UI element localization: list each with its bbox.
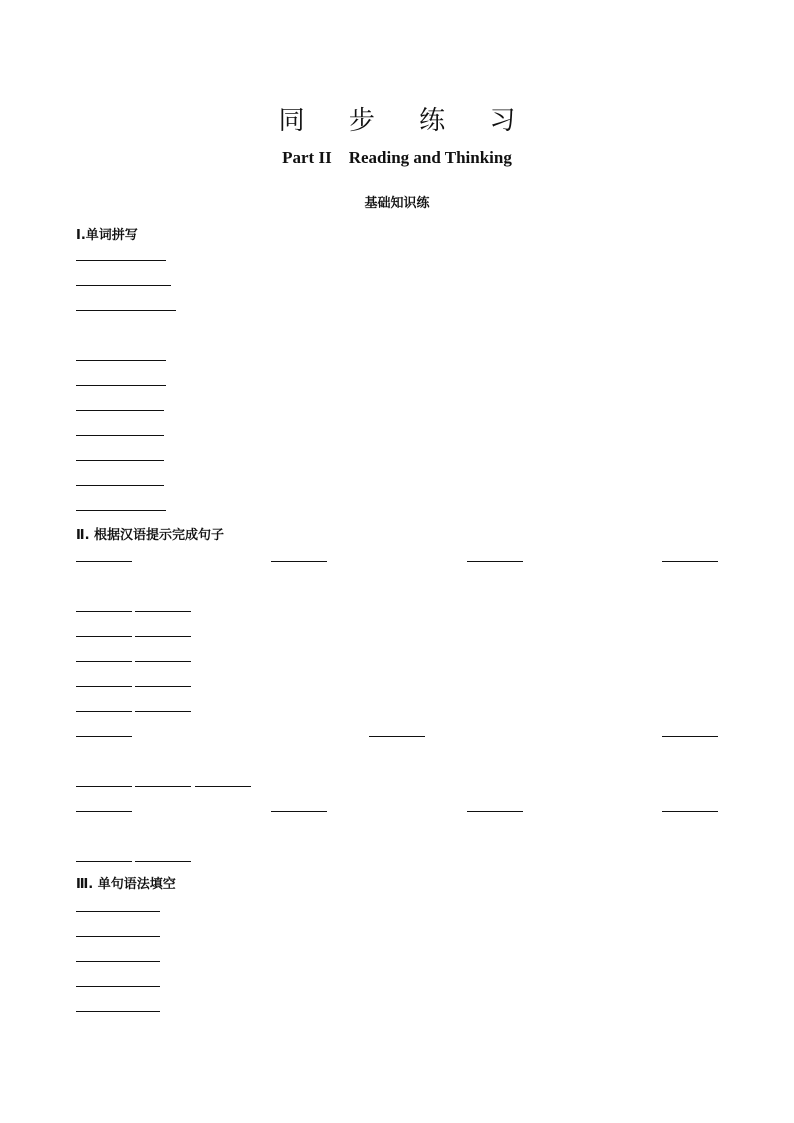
answer-blank[interactable] xyxy=(76,924,160,937)
question-line xyxy=(76,449,718,465)
answer-blank[interactable] xyxy=(76,674,132,687)
question-line xyxy=(76,799,718,816)
question-line xyxy=(76,724,718,741)
answer-blank[interactable] xyxy=(271,549,327,562)
answer-blank[interactable] xyxy=(76,285,171,286)
answer-blank[interactable] xyxy=(662,549,718,562)
answer-blank[interactable] xyxy=(467,799,523,812)
answer-blank[interactable] xyxy=(76,385,166,386)
answer-blank[interactable] xyxy=(135,774,191,787)
question-line xyxy=(76,649,718,666)
answer-blank[interactable] xyxy=(76,699,132,712)
question-line xyxy=(76,374,718,390)
answer-blank[interactable] xyxy=(369,724,425,737)
answer-blank[interactable] xyxy=(135,599,191,612)
answer-blank[interactable] xyxy=(76,649,132,662)
question-line xyxy=(76,624,718,641)
answer-blank[interactable] xyxy=(662,799,718,812)
answer-blank[interactable] xyxy=(76,460,164,461)
question-line xyxy=(76,899,718,916)
part2-heading: Ⅱ. 根据汉语提示完成句子 xyxy=(76,528,225,543)
answer-blank[interactable] xyxy=(135,849,191,862)
page-title: 同 步 练 习 xyxy=(278,106,534,136)
answer-blank[interactable] xyxy=(76,485,164,486)
answer-blank[interactable] xyxy=(76,774,132,787)
answer-blank[interactable] xyxy=(76,949,160,962)
question-line xyxy=(76,399,718,415)
question-line xyxy=(76,299,718,315)
question-line xyxy=(76,474,718,490)
answer-blank[interactable] xyxy=(76,724,132,737)
answer-blank[interactable] xyxy=(135,699,191,712)
answer-blank[interactable] xyxy=(76,310,176,311)
question-line xyxy=(76,674,718,691)
answer-blank[interactable] xyxy=(76,624,132,637)
answer-blank[interactable] xyxy=(271,799,327,812)
answer-blank[interactable] xyxy=(76,599,132,612)
answer-blank[interactable] xyxy=(467,549,523,562)
question-line xyxy=(76,424,718,440)
question-line xyxy=(76,999,718,1016)
answer-blank[interactable] xyxy=(76,510,166,511)
question-line xyxy=(76,549,718,566)
answer-blank[interactable] xyxy=(135,649,191,662)
answer-blank[interactable] xyxy=(76,974,160,987)
question-line xyxy=(76,924,718,941)
question-line xyxy=(76,974,718,991)
part1-heading: Ⅰ.单词拼写 xyxy=(76,228,138,243)
answer-blank[interactable] xyxy=(76,999,160,1012)
question-line xyxy=(76,949,718,966)
question-line xyxy=(76,849,718,866)
question-line xyxy=(76,249,718,265)
question-line xyxy=(76,349,718,365)
answer-blank[interactable] xyxy=(76,260,166,261)
section-title: 基础知识练 xyxy=(364,196,430,211)
answer-blank[interactable] xyxy=(135,624,191,637)
question-line xyxy=(76,774,718,791)
page-subtitle: Part II Reading and Thinking xyxy=(282,148,512,167)
answer-blank[interactable] xyxy=(76,549,132,562)
answer-blank[interactable] xyxy=(76,360,166,361)
question-line xyxy=(76,499,718,515)
question-line xyxy=(76,599,718,616)
part3-heading: Ⅲ. 单句语法填空 xyxy=(76,877,176,892)
answer-blank[interactable] xyxy=(195,774,251,787)
answer-blank[interactable] xyxy=(135,674,191,687)
answer-blank[interactable] xyxy=(76,435,164,436)
answer-blank[interactable] xyxy=(76,899,160,912)
question-line xyxy=(76,274,718,290)
answer-blank[interactable] xyxy=(76,410,164,411)
answer-blank[interactable] xyxy=(76,849,132,862)
question-line xyxy=(76,699,718,716)
answer-blank[interactable] xyxy=(76,799,132,812)
answer-blank[interactable] xyxy=(662,724,718,737)
